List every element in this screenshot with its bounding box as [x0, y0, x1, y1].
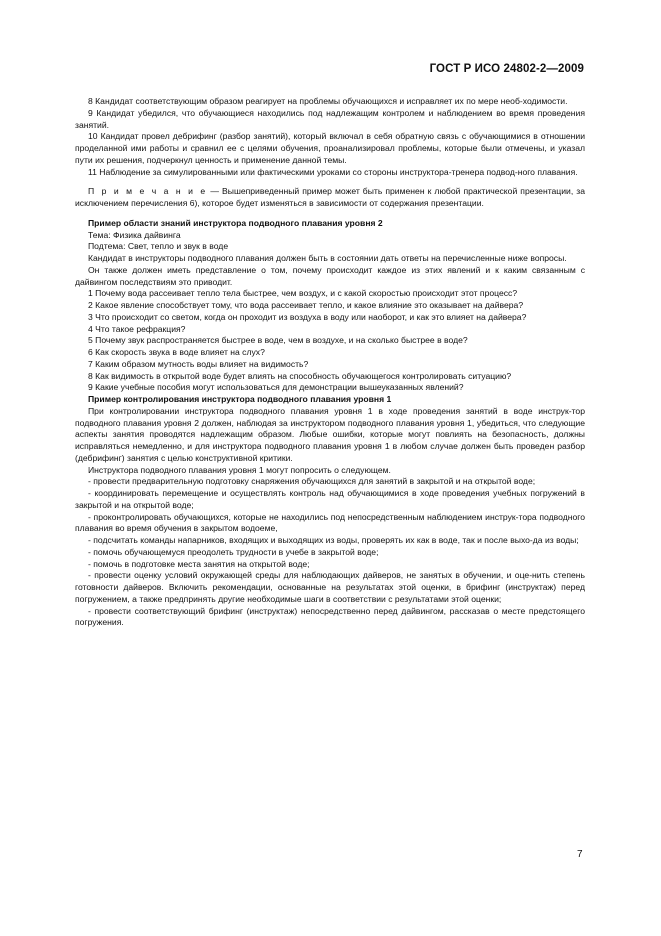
question-1: 1 Почему вода рассеивает тепло тела быстрее, чем воздух, и с какой скоростью происходит этот процесс?: [88, 288, 518, 299]
question-4: 4 Что такое рефракция?: [88, 323, 186, 334]
duty-item-5: - помочь обучающемуся преодолеть трудности в учебе в закрытой воде;: [88, 546, 379, 557]
example1-para1: Кандидат в инструкторы подводного плавания должен быть в состоянии дать ответы на перечисленные ниже вопросы.: [88, 253, 567, 263]
example1-para2: Он также должен иметь представление о том, почему происходит каждое из этих явлений и к каким связанным с дайвингом последствиям это приводит.: [75, 264, 585, 287]
note-text: — Вышеприведенный пример может быть применен к любой практической презентации, за исключением перечисления 6), которое будет изменяться в зависимости от содержания презентации.: [75, 186, 585, 208]
note-label: П р и м е ч а н и е: [88, 186, 208, 197]
document-code-header: ГОСТ Р ИСО 24802-2—2009: [429, 63, 584, 75]
duty-item-8: - провести соответствующий брифинг (инструктаж) непосредственно перед дайвингом, рассказав о месте предстоящего погружения.: [75, 605, 585, 628]
question-5: 5 Почему звук распространяется быстрее в воде, чем в воздухе, и на сколько быстрее в воде?: [88, 335, 468, 346]
example2-para2: Инструктора подводного плавания уровня 1 могут попросить о следующем.: [88, 464, 391, 475]
duty-item-4: - подсчитать команды напарников, входящих и выходящих из воды, проверять их как в воде, так и после выхо-да из воды;: [88, 535, 579, 545]
duty-item-1: - провести предварительную подготовку снаряжения обучающихся для занятий в закрытой и на открытой воде;: [88, 476, 536, 487]
page-number: 7: [577, 849, 583, 860]
question-8: 8 Как видимость в открытой воде будет влиять на способность обучающегося контролировать ситуацию?: [88, 370, 512, 381]
example2-para1: При контролировании инструктора подводного плавания уровня 1 в ходе проведения занятий в воде инструк-тор подводного плавания уровня 2 должен, наблюдая за инструктором подводного плавания уровня 1, убедиться, что следующие аспекты занятия проводятся надлежащим образом. Любые ошибки, которые могут повлиять на безопасность, должны исправляться немедленно, и для инструктора подводного плавания уровня 1 в любом случае должен быть проведен разбор (дебрифинг) занятия с целью конструктивной критики.: [75, 405, 585, 463]
duty-item-6: - помочь в подготовке места занятия на открытой воде;: [88, 558, 310, 569]
example1-topic: Тема: Физика дайвинга: [88, 229, 181, 240]
intro-item-11: 11 Наблюдение за симулированными или фактическими уроками со стороны инструктора-тренера подвод-ного плавания.: [88, 166, 578, 177]
intro-item-9: 9 Кандидат убедился, что обучающиеся находились под надлежащим контролем и наблюдением во время проведения занятий.: [75, 107, 585, 130]
question-9: 9 Какие учебные пособия могут использоваться для демонстрации вышеуказанных явлений?: [88, 382, 464, 393]
note-paragraph: [75, 186, 585, 210]
duty-item-2: - координировать перемещение и осуществлять контроль над обучающимися в ходе проведения учебных погружений в закрытой и на открытой воде;: [75, 488, 585, 510]
example2-title: Пример контролирования инструктора подводного плавания уровня 1: [88, 394, 392, 404]
example1-title: Пример области знаний инструктора подводного плавания уровня 2: [88, 217, 383, 228]
question-2: 2 Какое явление способствует тому, что вода рассеивает тепло, и какое влияние это оказывает на дайвера?: [88, 300, 524, 310]
duty-item-7: - провести оценку условий окружающей среды для наблюдающих дайверов, не занятых в обучении, и оце-нить степень готовности дайверов. Включить рекомендации, основанные на результатах этой оценки, в брифинг (инструктаж) перед погружением, а также предпринять другие необходимые шаги в соответствии с результатами этой оценки;: [75, 570, 585, 604]
duty-item-3: - проконтролировать обучающихся, которые не находились под непосредственным наблюдением инструк-тора подводного плавания во время обучения в закрытом водоеме,: [75, 511, 585, 534]
question-3: 3 Что происходит со светом, когда он проходит из воздуха в воду или наоборот, и как это влияет на дайвера?: [88, 311, 527, 322]
page-body: [75, 96, 585, 629]
intro-item-10: 10 Кандидат провел дебрифинг (разбор занятий), который включал в себя обратную связь с обучающимися в отношении проделанной ими работы и сравнил ее с целями обучения, проанализировал проблемы, которые были отмечены, и указал пути их решения, подчеркнул ценность и применение данной темы.: [75, 131, 585, 165]
question-6: 6 Как скорость звука в воде влияет на слух?: [88, 347, 265, 357]
intro-item-8: 8 Кандидат соответствующим образом реагирует на проблемы обучающихся и исправляет их по мере необ-ходимости.: [88, 96, 568, 106]
example1-subtopic: Подтема: Свет, тепло и звук в воде: [88, 241, 229, 252]
question-7: 7 Каким образом мутность воды влияет на видимость?: [88, 358, 309, 369]
